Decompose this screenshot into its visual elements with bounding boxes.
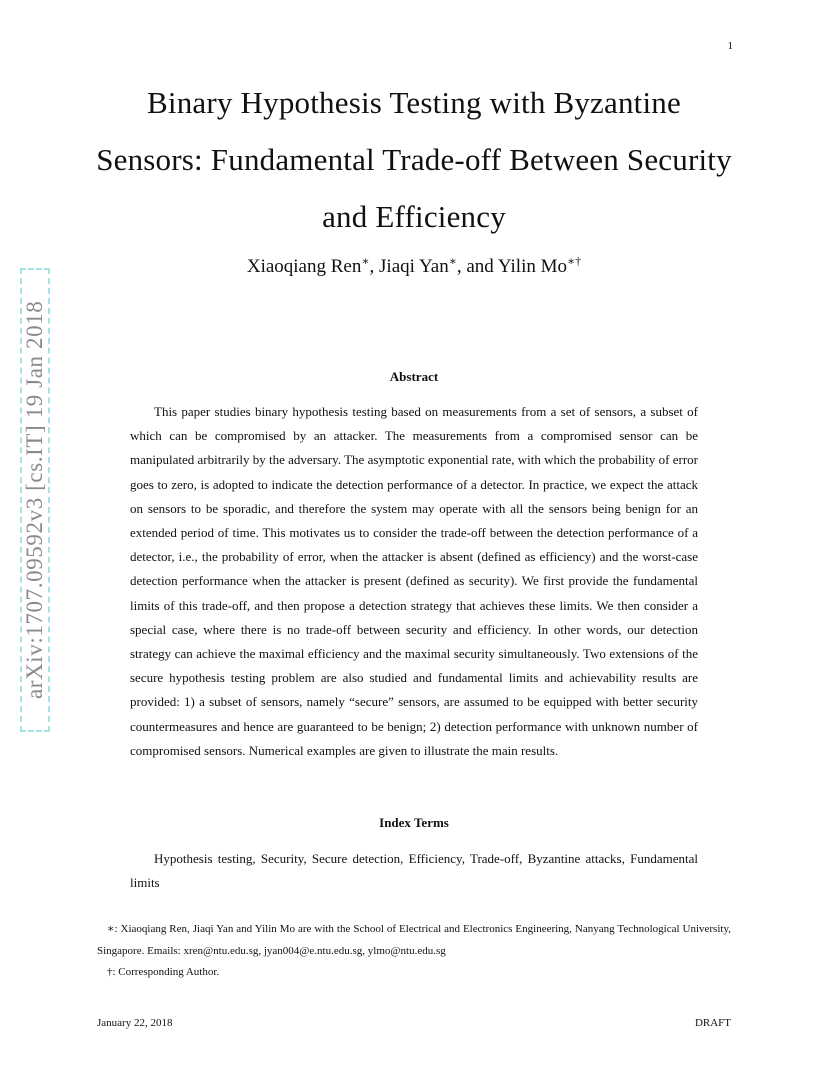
abstract-body: This paper studies binary hypothesis testing based on measurements from a set of sensors, a subset of which can be compromised by an attacker. The measurements from a compromised sensor can be manipulated arbitrarily by the adversary. The asymptotic exponential rate, with which the probability of error goes to zero, is adopted to indicate the detection performance of a detector. In practice, we expect the attack on sensors to be sporadic, and therefore the system may operate with all the sensors being benign for an extended period of time. This motivates us to consider the trade-off between the detection performance of a detector, i.e., the probability of error, when the attacker is absent (defined as efficiency) and the worst-case detection performance when the attacker is present (defined as security). We first provide the fundamental limits of this trade-off, and then propose a detection strategy that achieves these limits. We then consider a special case, where there is no trade-off between security and efficiency. In other words, our detection strategy can achieve the maximal efficiency and the maximal security simultaneously. Two extensions of the secure hypothesis testing problem are also studied and fundamental limits and achievability results are provided: 1) a subset of sensors, namely “secure” sensors, are assumed to be equipped with better security countermeasures and hence are guaranteed to be benign; 2) detection performance with unknown number of compromised sensors. Numerical examples are given to illustrate the main results. (130, 404, 698, 758)
author-name: Yilin Mo (497, 256, 567, 277)
index-terms-heading: Index Terms (379, 815, 449, 830)
author-list (90, 254, 738, 280)
author-name: Xiaoqiang Ren (246, 256, 362, 277)
footer-draft-label: DRAFT (694, 1017, 731, 1029)
paper-title: Binary Hypothesis Testing with Byzantine Sensors: Fundamental Trade-off Between Security and Efficiency (96, 85, 732, 234)
page-number: 1 (727, 40, 733, 52)
index-terms-body: Hypothesis testing, Security, Secure detection, Efficiency, Trade-off, Byzantine attacks, Fundamental limits (130, 851, 698, 891)
author-mark: ∗ (448, 254, 457, 268)
corresponding-author-footnote: †: Corresponding Author. (107, 966, 220, 978)
author-mark: ∗ (361, 254, 370, 268)
author-name: Jiaqi Yan (379, 256, 449, 277)
author-mark: ∗† (567, 254, 582, 268)
author-separator: , (369, 256, 380, 277)
affiliation-footnote: ∗: Xiaoqiang Ren, Jiaqi Yan and Yilin Mo are with the School of Electrical and Electronics Engineering, Nanyang Technological University, Singapore. Emails: xren@ntu.edu.sg, jyan004@e.ntu.edu.sg, ylmo@ntu.edu.sg (97, 923, 731, 957)
footer-date: January 22, 2018 (97, 1017, 173, 1029)
arxiv-identifier-stamp: arXiv:1707.09592v3 [cs.IT] 19 Jan 2018 (20, 268, 50, 732)
author-separator: , and (456, 256, 498, 277)
abstract-heading: Abstract (389, 369, 439, 384)
